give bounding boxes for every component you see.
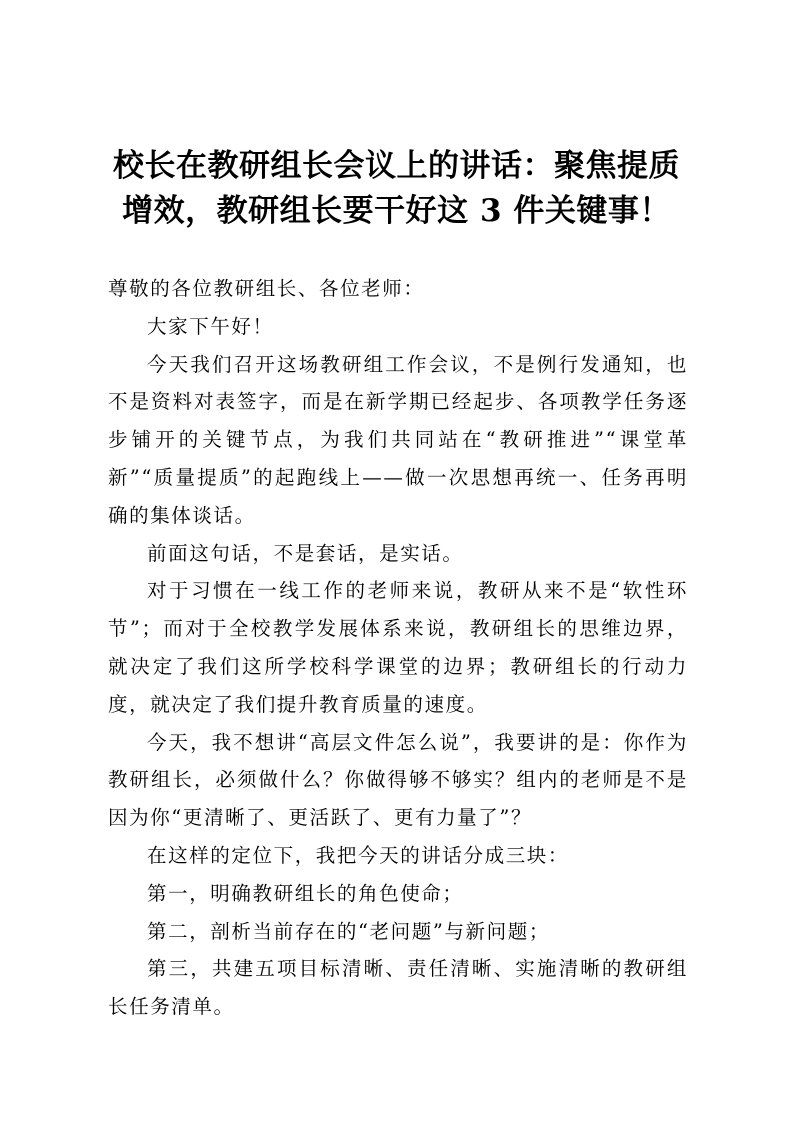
greeting: 大家下午好！ — [147, 314, 274, 338]
outline-item-3: 第三，共建五项目标清晰、责任清晰、实施清晰的教研组长任务清单。 — [108, 957, 688, 1019]
outline-item-2: 第二，剖析当前存在的“老问题”与新问题； — [147, 919, 550, 943]
body-paragraph-outline: 在这样的定位下，我把今天的讲话分成三块： — [147, 843, 570, 867]
document-body — [108, 270, 688, 1026]
title-line-2: 增效，教研组长要干好这 3 件关键事！ — [122, 193, 671, 229]
document-title — [100, 144, 693, 234]
salutation: 尊敬的各位教研组长、各位老师： — [108, 277, 425, 300]
body-paragraph-role: 对于习惯在一线工作的老师来说，教研从来不是“软性环节”；而对于全校教学发展体系来说，教研组长的思维边界，就决定了我们这所学校科学课堂的边界；教研组长的行动力度，就决定了我们提升教育质量的速度。 — [108, 579, 688, 716]
title-line-1: 校长在教研组长会议上的讲话：聚焦提质 — [113, 148, 680, 184]
outline-item-1: 第一，明确教研组长的角色使命； — [147, 881, 464, 905]
body-paragraph-intro: 今天我们召开这场教研组工作会议，不是例行发通知，也不是资料对表签字，而是在新学期已经起步、各项教学任务逐步铺开的关键节点，为我们共同站在“教研推进”“课堂革新”“质量提质”的起跑线上——做一次思想再统一、任务再明确的集体谈话。 — [108, 352, 688, 527]
body-paragraph-questions: 今天，我不想讲“高层文件怎么说”，我要讲的是：你作为教研组长，必须做什么？你做得够不够实？组内的老师是不是因为你“更清晰了、更活跃了、更有力量了”？ — [108, 730, 688, 830]
body-paragraph-emphasis: 前面这句话，不是套话，是实话。 — [147, 541, 464, 565]
